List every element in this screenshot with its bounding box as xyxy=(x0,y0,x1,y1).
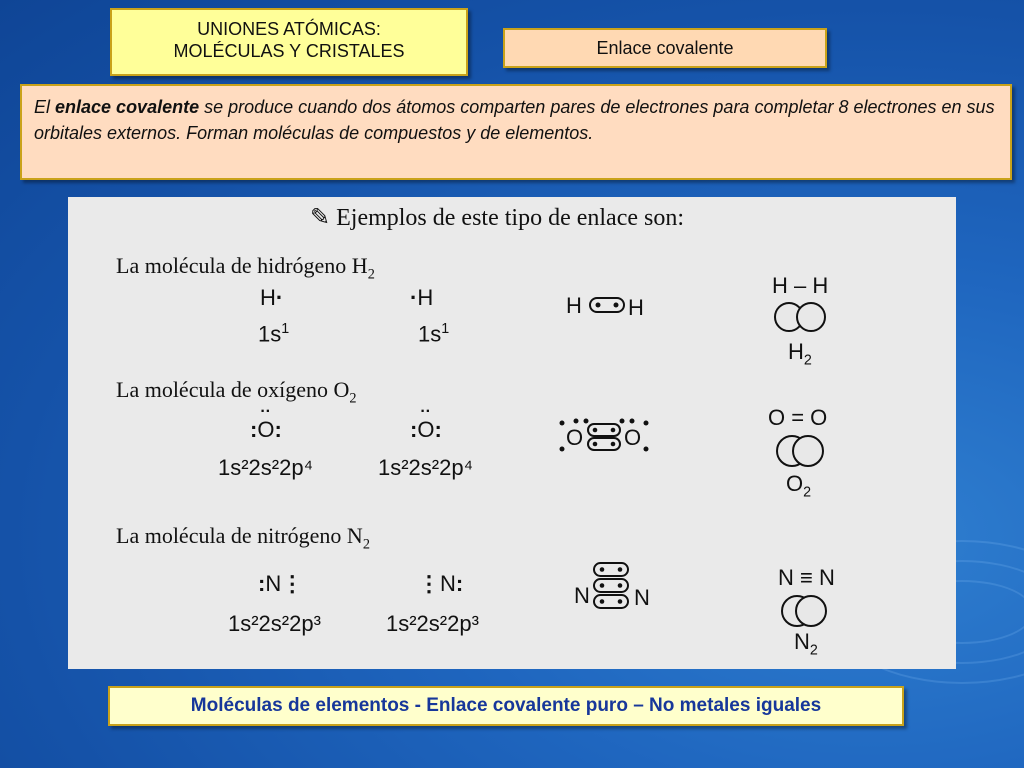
o2-line-formula: O = O xyxy=(768,405,828,430)
o2-right-config: 1s²2s²2p⁴ xyxy=(378,455,474,480)
n2-left-atom-text: N xyxy=(265,571,282,596)
o2-left-atom: : ·· O: xyxy=(250,403,282,442)
o2-label-text: La molécula de oxígeno O xyxy=(116,377,350,402)
n2-bond-diagram xyxy=(590,561,634,613)
o2-mol-sub: 2 xyxy=(803,484,812,501)
o2-mol-text: O xyxy=(786,471,804,496)
h2-left-atom: H· xyxy=(260,285,284,310)
intro-bold: enlace covalente xyxy=(55,97,200,117)
intro-rest: se produce cuando dos átomos comparten pares de electrones para completar 8 electrones en sus orbitales externos. Forman moléculas de compuestos y de elementos. xyxy=(34,97,995,143)
n2-mol-text: N xyxy=(794,629,810,654)
slide-title xyxy=(110,8,468,76)
intro-text xyxy=(20,84,1012,180)
intro-prefix: El xyxy=(34,97,56,117)
examples-panel xyxy=(68,197,956,669)
n2-line-formula: N ≡ N xyxy=(778,565,835,590)
n2-label-text: La molécula de nitrógeno N xyxy=(116,523,363,548)
n2-left-config: 1s²2s²2p³ xyxy=(228,611,321,636)
h2-right-config xyxy=(418,321,449,347)
footer-caption: Moléculas de elementos - Enlace covalente puro – No metales iguales xyxy=(108,686,904,726)
o2-label-sub: 2 xyxy=(349,390,357,407)
o2-label xyxy=(116,377,357,407)
n2-right-atom: ⋮N: xyxy=(418,571,464,596)
n2-sphere-model xyxy=(776,593,832,629)
h2-right-config-text: 1s xyxy=(418,321,442,347)
o2-right-atom: : ·· O: xyxy=(410,403,442,442)
title-line-2: MOLÉCULAS Y CRISTALES xyxy=(173,41,405,61)
o2-mol-formula xyxy=(786,471,811,500)
h2-left-atom-text: H xyxy=(260,285,276,310)
n2-mol-sub: 2 xyxy=(809,642,818,659)
h2-left-config xyxy=(258,321,289,347)
n2-bond-left: N xyxy=(574,583,590,608)
o2-left-config: 1s²2s²2p⁴ xyxy=(218,455,314,480)
h2-mol-text: H xyxy=(788,339,804,364)
o2-right-atom-text: O xyxy=(417,417,435,442)
h2-right-config-sup: 1 xyxy=(441,321,450,337)
h2-label-sub: 2 xyxy=(367,266,375,283)
o2-bond-right: O xyxy=(624,425,642,450)
n2-right-config: 1s²2s²2p³ xyxy=(386,611,479,636)
n2-bond-right: N xyxy=(634,585,650,610)
h2-bond-diagram xyxy=(588,295,628,315)
o2-left-atom-text: O xyxy=(257,417,275,442)
n2-right-atom-text: N xyxy=(440,571,456,596)
slide-subtitle: Enlace covalente xyxy=(503,28,827,68)
n2-left-atom: :N⋮ xyxy=(258,571,304,596)
o2-bond-left: O xyxy=(566,425,584,450)
h2-mol-sub: 2 xyxy=(803,352,812,369)
title-line-1: UNIONES ATÓMICAS: xyxy=(197,19,381,39)
n2-label xyxy=(116,523,370,553)
h2-sphere-model xyxy=(772,301,828,333)
h2-bond-right: H xyxy=(628,295,644,320)
h2-bond-left: H xyxy=(566,293,582,318)
n2-label-sub: 2 xyxy=(362,536,370,553)
h2-label-text: La molécula de hidrógeno H xyxy=(116,253,368,278)
h2-left-config-sup: 1 xyxy=(281,321,290,337)
n2-mol-formula xyxy=(794,629,818,658)
h2-line-formula: H – H xyxy=(772,273,829,298)
h2-mol-formula xyxy=(788,339,812,368)
h2-left-config-text: 1s xyxy=(258,321,282,347)
o2-sphere-model xyxy=(772,433,828,469)
h2-label xyxy=(116,253,375,283)
h2-right-atom: ·H xyxy=(410,285,434,310)
panel-heading: ✎ Ejemplos de este tipo de enlace son: xyxy=(310,205,685,231)
h2-right-atom-text: H xyxy=(417,285,434,310)
